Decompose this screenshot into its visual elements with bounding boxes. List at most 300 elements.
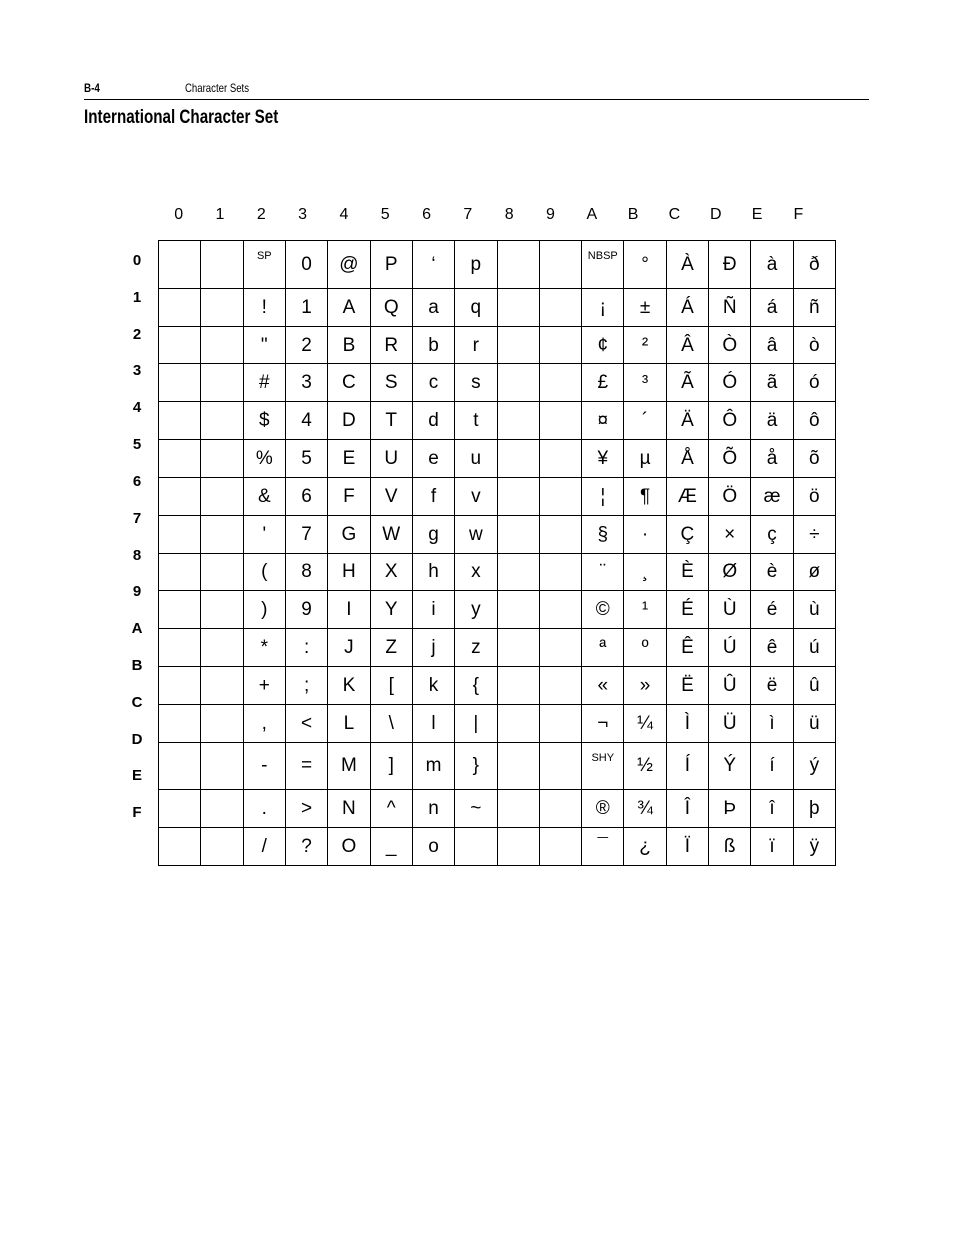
character-cell: H [328, 553, 370, 591]
table-row [159, 591, 836, 629]
character-cell: v [455, 477, 497, 515]
character-cell: . [243, 790, 285, 828]
character-cell [539, 288, 581, 326]
character-cell: 3 [285, 364, 327, 402]
character-cell: Ì [666, 704, 708, 742]
character-cell [497, 591, 539, 629]
column-header: D [709, 206, 722, 223]
row-header: 5 [132, 436, 142, 454]
character-cell: l [412, 704, 454, 742]
character-cell [497, 666, 539, 704]
table-row [159, 440, 836, 478]
character-cell [201, 402, 243, 440]
character-cell [497, 477, 539, 515]
character-cell: ù [793, 591, 835, 629]
character-cell: 5 [285, 440, 327, 478]
character-cell: > [285, 790, 327, 828]
character-cell: Ä [666, 402, 708, 440]
character-cell: Ç [666, 515, 708, 553]
character-cell [159, 515, 201, 553]
character-cell: ã [751, 364, 793, 402]
character-cell [159, 666, 201, 704]
table-row [159, 553, 836, 591]
character-cell: Đ [709, 241, 751, 289]
character-cell: Ö [709, 477, 751, 515]
character-cell: r [455, 326, 497, 364]
character-cell: « [582, 666, 624, 704]
character-cell [159, 326, 201, 364]
character-cell [159, 553, 201, 591]
character-cell [497, 440, 539, 478]
character-cell: { [455, 666, 497, 704]
table-row [159, 629, 836, 667]
character-cell: Â [666, 326, 708, 364]
row-header: 7 [132, 509, 142, 527]
character-cell: 0 [285, 241, 327, 289]
page-number: B-4 [84, 81, 100, 95]
character-cell: í [751, 742, 793, 790]
character-cell [201, 553, 243, 591]
character-cell: } [455, 742, 497, 790]
character-cell [201, 629, 243, 667]
character-cell: Ã [666, 364, 708, 402]
column-header: 5 [380, 206, 390, 223]
character-cell [539, 790, 581, 828]
character-cell [497, 241, 539, 289]
character-cell [539, 553, 581, 591]
character-cell [201, 591, 243, 629]
character-cell [497, 742, 539, 790]
character-cell: c [412, 364, 454, 402]
character-cell: ¹ [624, 591, 666, 629]
character-cell: û [793, 666, 835, 704]
character-cell: U [370, 440, 412, 478]
character-cell: ö [793, 477, 835, 515]
character-cell: F [328, 477, 370, 515]
character-cell: / [243, 828, 285, 866]
character-cell: ê [751, 629, 793, 667]
row-headers [124, 241, 150, 830]
column-header: F [793, 206, 804, 223]
character-cell: Ó [709, 364, 751, 402]
character-cell: & [243, 477, 285, 515]
character-cell [159, 364, 201, 402]
character-cell: g [412, 515, 454, 553]
character-cell: x [455, 553, 497, 591]
character-cell: ß [709, 828, 751, 866]
character-cell: , [243, 704, 285, 742]
character-cell: M [328, 742, 370, 790]
character-cell: b [412, 326, 454, 364]
character-cell [201, 742, 243, 790]
character-cell: ¡ [582, 288, 624, 326]
character-cell: Æ [666, 477, 708, 515]
character-cell: ) [243, 591, 285, 629]
character-cell: ò [793, 326, 835, 364]
character-cell: ô [793, 402, 835, 440]
character-cell [201, 364, 243, 402]
character-cell: À [666, 241, 708, 289]
row-header: E [131, 767, 142, 785]
page-title: International Character Set [84, 107, 279, 128]
column-header: 6 [422, 206, 431, 223]
row-header: B [131, 656, 143, 674]
character-cell [159, 440, 201, 478]
character-cell: ^ [370, 790, 412, 828]
character-cell: § [582, 515, 624, 553]
character-cell: 8 [285, 553, 327, 591]
character-cell: þ [793, 790, 835, 828]
character-cell: I [328, 591, 370, 629]
section-name: Character Sets [185, 81, 250, 95]
table-row [159, 326, 836, 364]
character-cell: y [455, 591, 497, 629]
character-cell [539, 828, 581, 866]
character-cell [539, 326, 581, 364]
character-cell: SHY [582, 742, 624, 790]
character-cell: ¶ [624, 477, 666, 515]
character-cell: * [243, 629, 285, 667]
character-cell: h [412, 553, 454, 591]
character-cell: W [370, 515, 412, 553]
character-cell: $ [243, 402, 285, 440]
character-cell: ' [243, 515, 285, 553]
character-cell [539, 629, 581, 667]
character-cell [497, 790, 539, 828]
column-header: 8 [504, 206, 514, 223]
column-header: 2 [256, 206, 266, 223]
character-cell: % [243, 440, 285, 478]
character-cell: ? [285, 828, 327, 866]
character-table [158, 240, 836, 866]
column-header: 1 [215, 206, 225, 223]
row-header: 3 [132, 362, 142, 380]
character-cell: é [751, 591, 793, 629]
character-cell: Û [709, 666, 751, 704]
character-cell: Í [666, 742, 708, 790]
table-row [159, 477, 836, 515]
character-cell [201, 326, 243, 364]
character-cell: D [328, 402, 370, 440]
character-cell: ë [751, 666, 793, 704]
character-cell [539, 364, 581, 402]
character-cell: £ [582, 364, 624, 402]
character-cell: × [709, 515, 751, 553]
character-cell: Ë [666, 666, 708, 704]
character-cell [539, 666, 581, 704]
character-cell: Ü [709, 704, 751, 742]
character-cell: E [328, 440, 370, 478]
character-cell: ° [624, 241, 666, 289]
character-cell: ¦ [582, 477, 624, 515]
character-cell: Ø [709, 553, 751, 591]
character-cell: È [666, 553, 708, 591]
character-cell [539, 477, 581, 515]
character-cell: ì [751, 704, 793, 742]
character-cell: Y [370, 591, 412, 629]
character-cell [159, 591, 201, 629]
character-cell: 6 [285, 477, 327, 515]
character-cell: w [455, 515, 497, 553]
character-cell: B [328, 326, 370, 364]
character-cell [201, 477, 243, 515]
character-cell: ä [751, 402, 793, 440]
character-cell: L [328, 704, 370, 742]
character-cell [497, 364, 539, 402]
character-cell: 7 [285, 515, 327, 553]
character-cell: J [328, 629, 370, 667]
character-cell: " [243, 326, 285, 364]
character-cell: t [455, 402, 497, 440]
character-cell: SP [243, 241, 285, 289]
character-cell: ‘ [412, 241, 454, 289]
character-cell: A [328, 288, 370, 326]
character-cell: æ [751, 477, 793, 515]
character-cell: ¬ [582, 704, 624, 742]
row-header: 2 [132, 325, 142, 343]
table-row [159, 364, 836, 402]
column-header: B [627, 206, 639, 223]
character-cell [201, 515, 243, 553]
character-cell: ¿ [624, 828, 666, 866]
character-cell: ª [582, 629, 624, 667]
character-cell: p [455, 241, 497, 289]
character-cell: õ [793, 440, 835, 478]
character-cell: ( [243, 553, 285, 591]
character-cell [159, 790, 201, 828]
character-cell: Ï [666, 828, 708, 866]
character-cell: ½ [624, 742, 666, 790]
character-cell [159, 241, 201, 289]
character-cell: Ò [709, 326, 751, 364]
character-cell: = [285, 742, 327, 790]
table-row [159, 241, 836, 289]
character-cell: P [370, 241, 412, 289]
character-cell: ñ [793, 288, 835, 326]
character-cell: Ý [709, 742, 751, 790]
table-row [159, 704, 836, 742]
row-header: 1 [132, 288, 142, 306]
column-header: E [751, 206, 763, 223]
character-cell: G [328, 515, 370, 553]
character-cell: f [412, 477, 454, 515]
character-cell: Á [666, 288, 708, 326]
character-cell [539, 402, 581, 440]
character-cell: ó [793, 364, 835, 402]
character-cell: Ù [709, 591, 751, 629]
character-cell: ¸ [624, 553, 666, 591]
character-cell [159, 402, 201, 440]
column-header: 3 [298, 206, 308, 223]
character-cell: ¥ [582, 440, 624, 478]
character-cell: ´ [624, 402, 666, 440]
character-cell: â [751, 326, 793, 364]
column-header: 9 [546, 206, 555, 223]
character-cell: î [751, 790, 793, 828]
character-cell [455, 828, 497, 866]
table-row [159, 828, 836, 866]
character-cell: ¢ [582, 326, 624, 364]
character-cell: ú [793, 629, 835, 667]
character-cell: + [243, 666, 285, 704]
character-cell [539, 515, 581, 553]
column-header: 4 [339, 206, 349, 223]
character-cell: 2 [285, 326, 327, 364]
character-cell [497, 553, 539, 591]
row-header: 8 [132, 546, 142, 564]
character-cell: N [328, 790, 370, 828]
character-cell: ç [751, 515, 793, 553]
character-cell [159, 477, 201, 515]
character-cell [201, 440, 243, 478]
character-cell: T [370, 402, 412, 440]
character-cell [539, 591, 581, 629]
row-header: 6 [132, 472, 142, 490]
character-cell [539, 742, 581, 790]
character-cell: z [455, 629, 497, 667]
character-cell: K [328, 666, 370, 704]
character-cell: Ô [709, 402, 751, 440]
character-cell: u [455, 440, 497, 478]
table-row [159, 742, 836, 790]
character-cell [539, 241, 581, 289]
character-cell: q [455, 288, 497, 326]
character-cell: ³ [624, 364, 666, 402]
character-cell: e [412, 440, 454, 478]
character-cell: a [412, 288, 454, 326]
character-cell: X [370, 553, 412, 591]
character-cell [159, 828, 201, 866]
character-cell: S [370, 364, 412, 402]
character-cell: NBSP [582, 241, 624, 289]
character-cell [497, 515, 539, 553]
character-cell: ² [624, 326, 666, 364]
character-cell: n [412, 790, 454, 828]
character-cell: á [751, 288, 793, 326]
character-cell: ] [370, 742, 412, 790]
character-cell: Z [370, 629, 412, 667]
character-cell: d [412, 402, 454, 440]
character-cell: ± [624, 288, 666, 326]
character-cell: ~ [455, 790, 497, 828]
character-cell: ÷ [793, 515, 835, 553]
character-cell [201, 790, 243, 828]
row-header: A [131, 620, 143, 638]
character-cell: å [751, 440, 793, 478]
character-cell: - [243, 742, 285, 790]
column-header: 0 [174, 206, 184, 223]
row-header: 4 [132, 399, 142, 417]
character-cell: m [412, 742, 454, 790]
character-cell [159, 629, 201, 667]
character-cell [201, 828, 243, 866]
character-cell: ï [751, 828, 793, 866]
character-cell: Î [666, 790, 708, 828]
character-cell: V [370, 477, 412, 515]
character-cell: \ [370, 704, 412, 742]
character-cell: k [412, 666, 454, 704]
row-header: D [131, 730, 143, 748]
character-cell [539, 440, 581, 478]
character-cell: ü [793, 704, 835, 742]
character-cell [497, 704, 539, 742]
column-header: 7 [463, 206, 473, 223]
character-cell: o [412, 828, 454, 866]
character-cell: ¨ [582, 553, 624, 591]
character-cell: Þ [709, 790, 751, 828]
character-cell: ¤ [582, 402, 624, 440]
character-cell [159, 704, 201, 742]
row-header: 0 [132, 252, 142, 269]
character-cell: · [624, 515, 666, 553]
character-cell: O [328, 828, 370, 866]
character-cell [497, 629, 539, 667]
running-header [84, 81, 869, 100]
character-cell: 1 [285, 288, 327, 326]
character-cell: ¯ [582, 828, 624, 866]
character-cell: © [582, 591, 624, 629]
row-header: C [131, 693, 143, 711]
character-cell: É [666, 591, 708, 629]
character-cell: s [455, 364, 497, 402]
character-cell: ! [243, 288, 285, 326]
character-cell: j [412, 629, 454, 667]
column-header: C [668, 206, 681, 223]
table-row [159, 515, 836, 553]
character-cell: Å [666, 440, 708, 478]
character-cell: | [455, 704, 497, 742]
character-cell [201, 666, 243, 704]
character-cell: ð [793, 241, 835, 289]
character-cell [497, 288, 539, 326]
character-cell: [ [370, 666, 412, 704]
character-cell: ÿ [793, 828, 835, 866]
character-cell: Ú [709, 629, 751, 667]
character-cell: ¼ [624, 704, 666, 742]
character-cell: µ [624, 440, 666, 478]
table-row [159, 288, 836, 326]
character-cell: ; [285, 666, 327, 704]
character-cell: # [243, 364, 285, 402]
character-cell [497, 326, 539, 364]
character-cell: 9 [285, 591, 327, 629]
character-cell: Ñ [709, 288, 751, 326]
character-cell: » [624, 666, 666, 704]
character-cell: : [285, 629, 327, 667]
character-cell: º [624, 629, 666, 667]
row-header: F [132, 804, 142, 822]
character-cell: _ [370, 828, 412, 866]
character-cell: ® [582, 790, 624, 828]
character-cell: Ê [666, 629, 708, 667]
character-cell: ø [793, 553, 835, 591]
character-cell [539, 704, 581, 742]
character-cell [201, 288, 243, 326]
column-header: A [586, 206, 598, 223]
character-cell: 4 [285, 402, 327, 440]
character-cell: @ [328, 241, 370, 289]
character-cell: ý [793, 742, 835, 790]
character-cell: i [412, 591, 454, 629]
character-cell [201, 241, 243, 289]
character-cell: < [285, 704, 327, 742]
character-cell [497, 402, 539, 440]
column-headers [158, 203, 819, 227]
character-cell [159, 288, 201, 326]
character-cell: ¾ [624, 790, 666, 828]
table-row [159, 402, 836, 440]
table-row [159, 790, 836, 828]
